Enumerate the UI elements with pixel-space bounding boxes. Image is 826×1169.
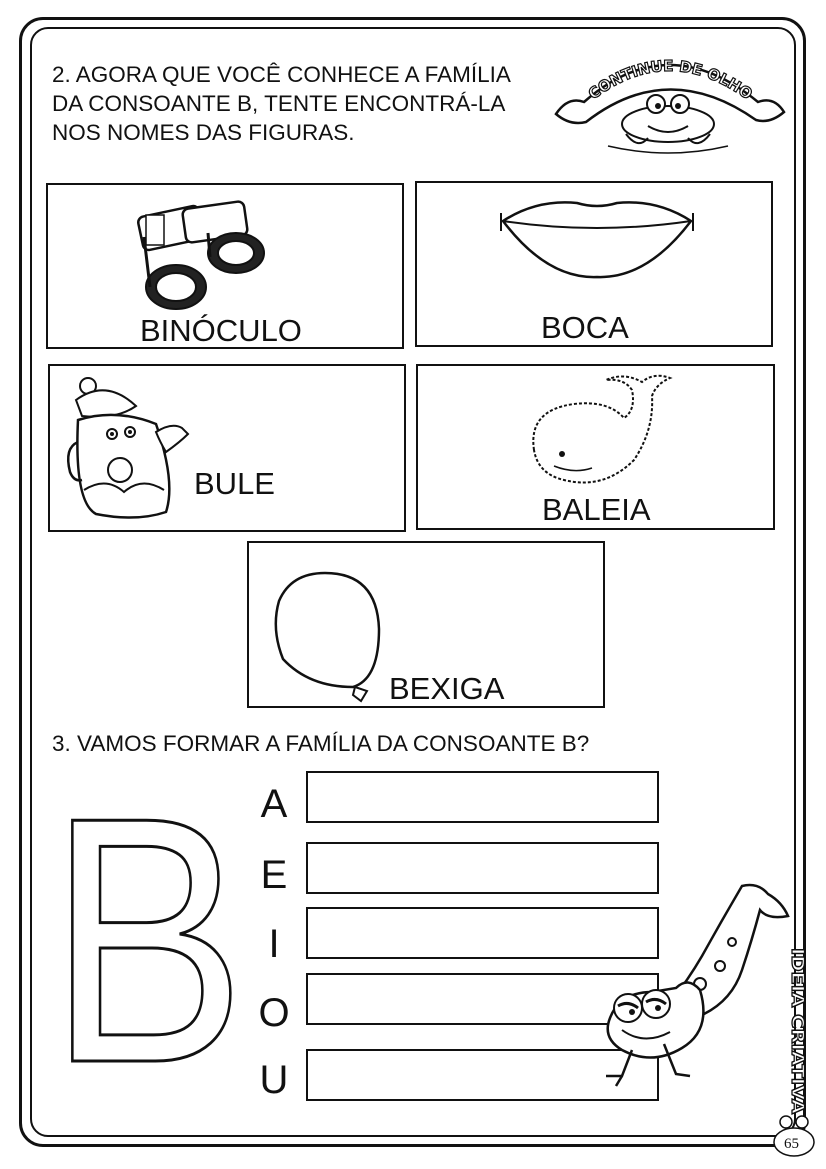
card-boca [415,181,773,347]
card-bexiga [247,541,605,708]
banner-text: CONTINUE DE OLHO [584,56,756,104]
card-label-bule: BULE [194,466,275,501]
vowel-e: E [260,853,288,897]
question-2-line-1: 2. AGORA QUE VOCÊ CONHECE A FAMÍLIA [52,62,511,87]
question-2-text [52,60,572,147]
teapot-icon [56,372,196,522]
card-label-boca: BOCA [541,310,629,345]
card-label-binoculo: BINÓCULO [140,313,302,348]
brand-text: IDEIA CRIATIVA [787,948,807,1093]
page-number: 65 [784,1136,799,1152]
card-binoculo [46,183,404,349]
consonant-letter: B [48,805,246,1067]
question-3-text: 3. VAMOS FORMAR A FAMÍLIA DA CONSOANTE B? [52,731,590,756]
whale-icon [524,370,674,490]
vowel-i: I [268,922,280,966]
continue-de-olho-banner [548,42,788,167]
balloon-icon [269,569,389,709]
lips-icon [497,191,697,281]
card-label-bexiga: BEXIGA [389,671,505,706]
binoculars-icon [124,197,274,315]
answer-box-ba[interactable] [306,771,659,823]
frog-eyes-icon [608,95,728,153]
vowel-u: U [259,1058,289,1102]
card-label-baleia: BALEIA [542,492,651,527]
card-baleia [416,364,775,530]
vowel-o: O [258,991,290,1035]
big-letter-b [48,805,248,1072]
question-2-line-2: DA CONSOANTE B, TENTE ENCONTRÁ-LA [52,91,506,116]
frog-illustration [592,880,792,1095]
card-bule [48,364,406,532]
question-2-line-3: NOS NOMES DAS FIGURAS. [52,120,355,145]
ideia-criativa-brand [778,948,822,1118]
vowel-a: A [260,782,288,826]
